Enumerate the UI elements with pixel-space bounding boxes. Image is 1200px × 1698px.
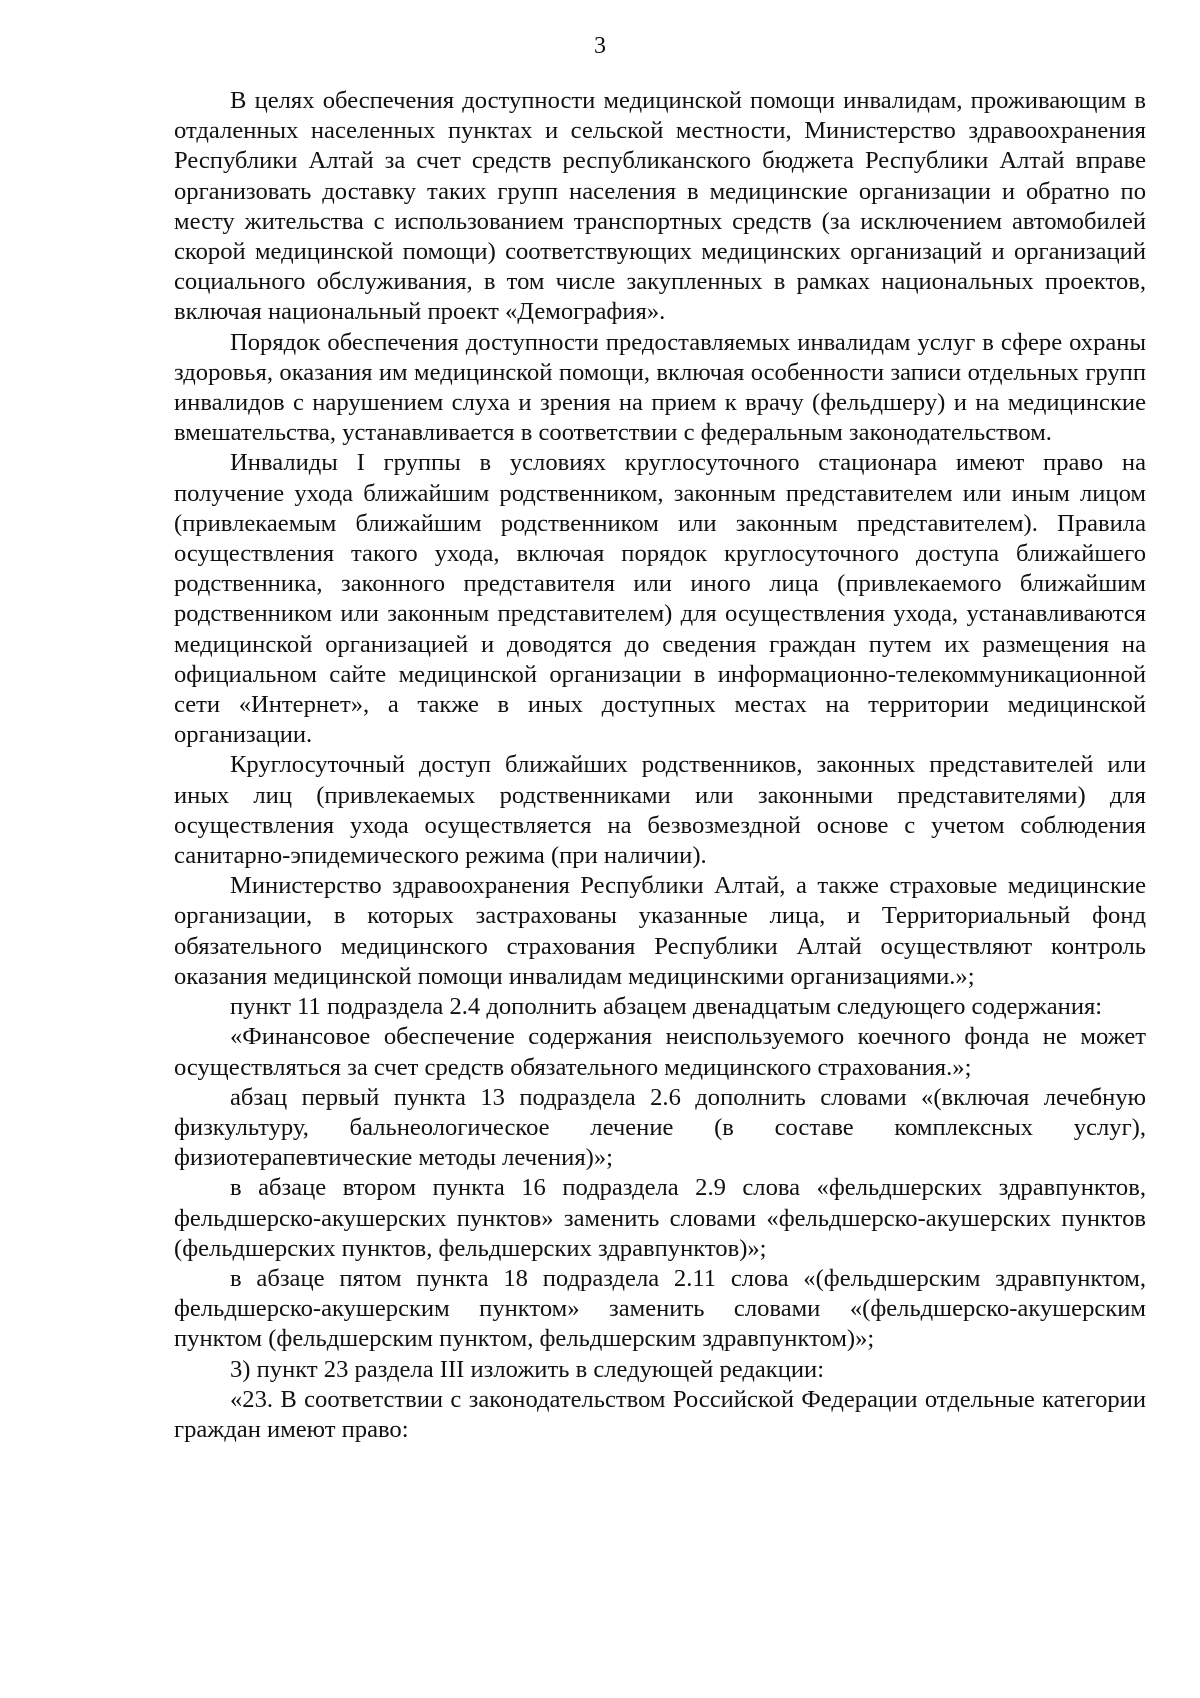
paragraph-remote-areas-transport: В целях обеспечения доступности медицинской помощи инвалидам, проживающим в отдаленных населенных пунктах и сельской местности, Министерство здравоохранения Республики Алтай за счет средств республиканского бюджета Республики Алтай вправе организовать доставку таких групп населения в медицинские организации и обратно по месту жительства с использованием транспортных средств (за исключением автомобилей скорой медицинской помощи) соответствующих медицинских организаций и организаций социального обслуживания, в том числе закупленных в рамках национальных проектов, включая национальный проект «Демография». [174,87,1146,326]
paragraph-item-23-heading: 3) пункт 23 раздела III изложить в следующей редакции: [230,1355,825,1383]
paragraph-item-18-amendment: в абзаце пятом пункта 18 подраздела 2.11 слова «(фельдшерским здравпунктом, фельдшерско-акушерским пунктом» заменить словами «(фельдшерско-акушерским пунктом (фельдшерским пунктом, фельдшерским здравпунктом)»; [174,1264,1146,1353]
paragraph-item-16-amendment: в абзаце втором пункта 16 подраздела 2.9 слова «фельдшерских здравпунктов, фельдшерско-акушерских пунктов» заменить словами «фельдшерско-акушерских пунктов (фельдшерских пунктов, фельдшерских здравпунктов)»; [174,1174,1146,1262]
paragraph-item-23-text: «23. В соответствии с законодательством Российской Федерации отдельные категории граждан имеют право: [174,1385,1146,1443]
paragraph-item-13-amendment: абзац первый пункта 13 подраздела 2.6 дополнить словами «(включая лечебную физкультуру, бальнеологическое лечение (в составе комплексных услуг), физиотерапевтические методы лечения)»; [174,1083,1146,1172]
document-body [174,86,1146,1445]
paragraph-control-of-care: Министерство здравоохранения Республики Алтай, а также страховые медицинские организации, в которых застрахованы указанные лица, и Территориальный фонд обязательного медицинского страхования Республики Алтай осуществляют контроль оказания медицинской помощи инвалидам медицинскими организациями.»; [174,872,1146,990]
paragraph-item-11-amendment: пункт 11 подраздела 2.4 дополнить абзацем двенадцатым следующего содержания: [230,993,1103,1021]
paragraph-bed-fund-financing: «Финансовое обеспечение содержания неиспользуемого коечного фонда не может осуществляться за счет средств обязательного медицинского страхования.»; [174,1023,1146,1081]
paragraph-round-the-clock-access: Круглосуточный доступ ближайших родственников, законных представителей или иных лиц (привлекаемых родственниками или законными представителями) для осуществления ухода осуществляется на безвозмездной основе с учетом соблюдения санитарно-эпидемического режима (при наличии). [174,751,1146,870]
paragraph-accessibility-procedure: Порядок обеспечения доступности предоставляемых инвалидам услуг в сфере охраны здоровья, оказания им медицинской помощи, включая особенности записи отдельных групп инвалидов с нарушением слуха и зрения на прием к врачу (фельдшеру) и на медицинские вмешательства, устанавливается в соответствии с федеральным законодательством. [174,328,1146,447]
page-number: 3 [594,33,606,59]
paragraph-group-one-care: Инвалиды I группы в условиях круглосуточного стационара имеют право на получение ухода ближайшим родственником, законным представителем или иным лицом (привлекаемым ближайшим родственником или законным представителем). Правила осуществления такого ухода, включая порядок круглосуточного доступа ближайшего родственника, законного представителя или иного лица (привлекаемого ближайшим родственником или законным представителем) для осуществления ухода, устанавливаются медицинской организацией и доводятся до сведения граждан путем их размещения на официальном сайте медицинской организации в информационно-телекоммуникационной сети «Интернет», а также в иных доступных местах на территории медицинской организации. [174,449,1146,749]
